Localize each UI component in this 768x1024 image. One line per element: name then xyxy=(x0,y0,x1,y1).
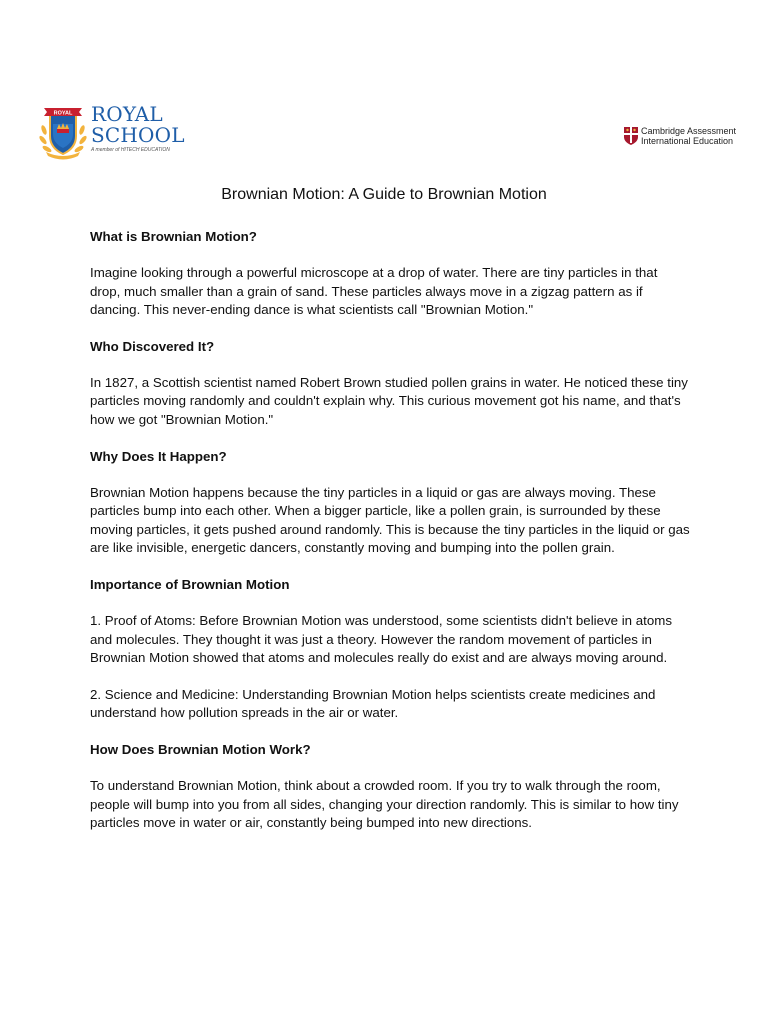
section-who-discovered xyxy=(90,338,690,430)
section-how-work xyxy=(90,741,690,833)
paragraph: In 1827, a Scottish scientist named Robert Brown studied pollen grains in water. He noticed these tiny particles moving randomly and couldn't explain why. This curious movement got his name, and that's how we got "Brownian Motion." xyxy=(90,374,688,427)
cambridge-shield-icon xyxy=(624,127,638,145)
cambridge-wordmark xyxy=(641,126,736,146)
school-name-line2: SCHOOL xyxy=(91,123,185,147)
section-importance xyxy=(90,576,690,723)
section-heading: Importance of Brownian Motion xyxy=(90,576,290,592)
crest-banner-text: ROYAL xyxy=(53,110,73,117)
paragraph: 2. Science and Medicine: Understanding Brownian Motion helps scientists create medicines and understand how pollution spreads in the air or water. xyxy=(90,686,656,721)
paragraph: To understand Brownian Motion, think about a crowded room. If you try to walk through the room, people will bump into you from all sides, changing your direction randomly. This is similar to how tiny particles move in water or air, constantly being bumped into new directions. xyxy=(90,777,679,831)
paragraph: Imagine looking through a powerful microscope at a drop of water. There are tiny particles in that drop, much smaller than a grain of sand. These particles always move in a zigzag pattern as if dancing. This never-ending dance is what scientists call "Brownian Motion." xyxy=(90,265,658,318)
royal-school-logo xyxy=(38,100,188,162)
cambridge-line1: Cambridge Assessment xyxy=(641,126,737,136)
school-name-line1: ROYAL xyxy=(91,102,163,126)
section-why-happen xyxy=(90,448,690,558)
cambridge-assessment-logo xyxy=(624,126,739,150)
section-heading: Why Does It Happen? xyxy=(90,448,227,464)
document-body xyxy=(90,228,690,851)
cambridge-line2: International Education xyxy=(641,136,734,146)
paragraph: Brownian Motion happens because the tiny particles in a liquid or gas are always moving. These particles bump into each other. When a bigger particle, like a pollen grain, is surrounded by these moving particles, it gets pushed around randomly. This is because the tiny particles in the liquid or gas are like invisible, energetic dancers, constantly moving and bumping into the pollen grain. xyxy=(90,484,690,556)
school-tagline: A member of HITECH EDUCATION xyxy=(91,147,170,153)
paragraph: 1. Proof of Atoms: Before Brownian Motion was understood, some scientists didn't believe in atoms and molecules. They thought it was just a theory. However the random movement of particles in Brownian Motion showed that atoms and molecules really do exist and are always moving around. xyxy=(90,612,672,666)
section-what-is xyxy=(90,228,690,320)
section-heading: Who Discovered It? xyxy=(90,338,215,354)
document-title: Brownian Motion: A Guide to Brownian Motion xyxy=(221,186,547,203)
school-crest-icon xyxy=(38,100,88,160)
school-wordmark xyxy=(91,104,185,153)
section-heading: What is Brownian Motion? xyxy=(90,229,257,244)
section-heading: How Does Brownian Motion Work? xyxy=(90,741,311,757)
